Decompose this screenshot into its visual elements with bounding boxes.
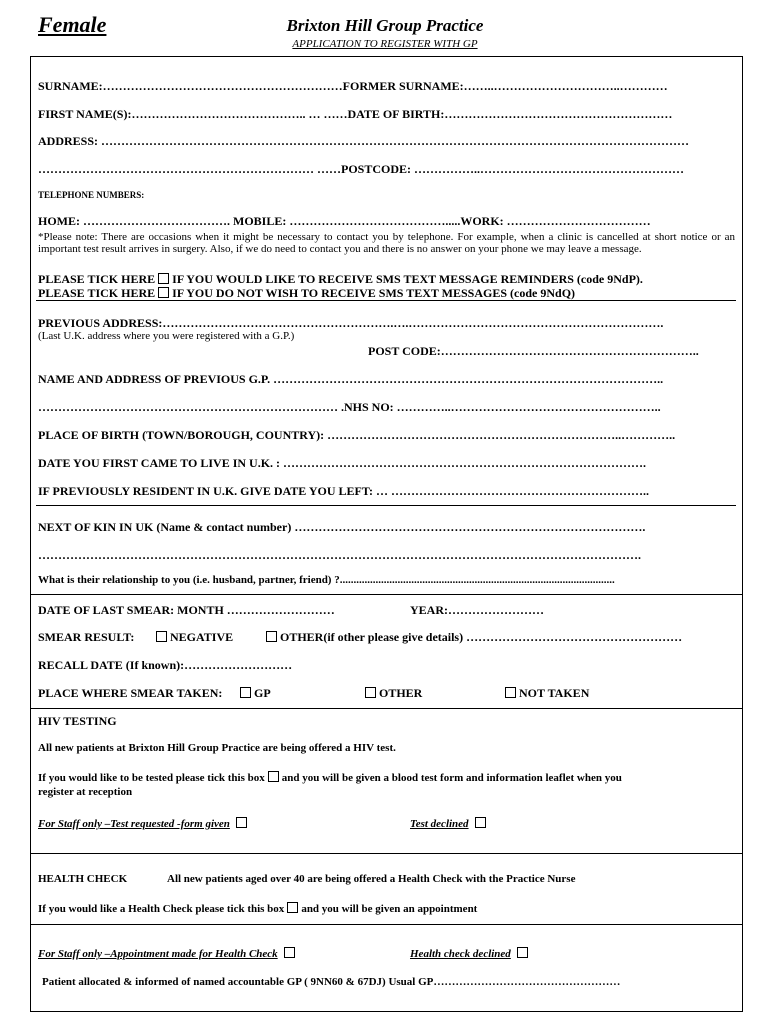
smear-other-label: OTHER(if other please give details) ……………………………………………… [280,630,683,644]
health-declined-checkbox[interactable] [517,947,528,958]
hiv-tick-text-a: If you would like to be tested please tick this box [38,772,265,784]
last-smear-month-field[interactable]: DATE OF LAST SMEAR: MONTH ……………………… [38,603,335,617]
sms-no-checkbox[interactable] [158,287,169,298]
smear-other-option [263,630,682,645]
left-uk-field[interactable]: IF PREVIOUSLY RESIDENT IN U.K. GIVE DATE YOU LEFT: … ……………………………………………………….. [38,484,649,498]
sms-yes-prefix: PLEASE TICK HERE [38,272,156,286]
hiv-offer: All new patients at Brixton Hill Group Practice are being offered a HIV test. [38,742,396,754]
hiv-tick-text-b: and you will be given a blood test form and information leaflet when you [281,772,622,784]
health-tick-text-a: If you would like a Health Check please tick this box [38,903,285,915]
form-subtitle: APPLICATION TO REGISTER WITH GP [292,38,478,50]
divider [30,924,743,925]
divider [30,708,743,709]
divider [36,505,736,506]
divider [30,853,743,854]
smear-place-other-label: OTHER [379,686,423,700]
first-came-uk-field[interactable]: DATE YOU FIRST CAME TO LIVE IN U.K. : ………………………………………………………………………………. [38,456,647,470]
usual-gp-field[interactable]: Patient allocated & informed of named accountable GP ( 9NN60 & 67DJ) Usual GP…………………………………………… [42,976,621,988]
sms-yes-text: IF YOU WOULD LIKE TO RECEIVE SMS TEXT MESSAGE REMINDERS (code 9NdP). [172,272,643,286]
hiv-tick-row [38,771,622,784]
sms-yes-row [38,272,643,287]
smear-result-label: SMEAR RESULT: [38,630,135,644]
smear-place-other [362,686,422,701]
health-staff-label: For Staff only –Appointment made for Health Check [38,948,278,960]
smear-negative-option [153,630,233,645]
hiv-declined-row [410,817,489,830]
last-smear-year-field[interactable]: YEAR:…………………… [410,603,544,617]
gender-heading: Female [38,12,107,37]
next-of-kin-field[interactable]: NEXT OF KIN IN UK (Name & contact number) ……………………………………………………………………………. [38,520,646,534]
smear-other-checkbox[interactable] [266,631,277,642]
hiv-form-given-checkbox[interactable] [236,817,247,828]
smear-place-gp [237,686,271,701]
smear-place-label: PLACE WHERE SMEAR TAKEN: [38,686,223,700]
smear-not-taken-checkbox[interactable] [505,687,516,698]
previous-gp-field[interactable]: NAME AND ADDRESS OF PREVIOUS G.P. …………………………………………………………………………………….. [38,372,664,386]
health-appointment-checkbox[interactable] [284,947,295,958]
smear-place-other-checkbox[interactable] [365,687,376,698]
next-of-kin-line2[interactable]: ……………………………………………………………………………………………………………………………………. [38,548,641,562]
health-tick-row [38,902,477,915]
sms-no-text: IF YOU DO NOT WISH TO RECEIVE SMS TEXT MESSAGES (code 9NdQ) [172,286,576,300]
hiv-test-checkbox[interactable] [268,771,279,782]
address-field[interactable]: ADDRESS: ………………………………………………………………………………………………………………………………… [38,134,690,148]
previous-address-hint: (Last U.K. address where you were registered with a G.P.) [38,330,295,342]
hiv-staff-row [38,817,250,830]
previous-postcode-field[interactable]: POST CODE:……………………………………………………….. [368,344,699,358]
smear-negative-checkbox[interactable] [156,631,167,642]
health-tick-text-b: and you will be given an appointment [301,903,478,915]
health-check-offer: All new patients aged over 40 are being offered a Health Check with the Practice Nurse [167,873,576,885]
telephone-note: *Please note: There are occasions when it might be necessary to contact you by telephone. For example, when a clinic is cancelled at short notice or an important test result arrives in surgery. Also, if we do need to contact you and there is no answer on your phone we may leave a message. [38,231,735,255]
hiv-title: HIV TESTING [38,714,117,728]
hiv-declined-checkbox[interactable] [475,817,486,828]
telephone-label: TELEPHONE NUMBERS: [38,190,145,200]
health-staff-row [38,947,298,960]
recall-date-field[interactable]: RECALL DATE (If known):……………………… [38,658,293,672]
smear-not-taken [502,686,589,701]
first-names-field[interactable]: FIRST NAME(S):…………………………………….. … ……DATE OF BIRTH:………………………………………………… [38,107,673,121]
surname-field[interactable]: SURNAME:……………………………………………………FORMER SURNAME:……..…………………………..………… [38,79,668,93]
health-declined-label: Health check declined [410,948,511,960]
practice-name: Brixton Hill Group Practice [286,16,484,35]
health-check-checkbox[interactable] [287,902,298,913]
hiv-declined-label: Test declined [410,818,469,830]
smear-negative-label: NEGATIVE [170,630,234,644]
phone-fields[interactable]: HOME: ………………………………. MOBILE: ………………………………….....WORK: ……………………………… [38,214,651,228]
sms-yes-checkbox[interactable] [158,273,169,284]
sms-no-prefix: PLEASE TICK HERE [38,286,156,300]
smear-not-taken-label: NOT TAKEN [519,686,590,700]
divider [36,300,736,301]
kin-relationship-field[interactable]: What is their relationship to you (i.e. husband, partner, friend) ?.................................................................................................... [38,574,615,586]
smear-gp-checkbox[interactable] [240,687,251,698]
place-of-birth-field[interactable]: PLACE OF BIRTH (TOWN/BOROUGH, COUNTRY): ………………………………………………………………..………….. [38,428,676,442]
divider [30,594,743,595]
sms-no-row [38,286,575,301]
hiv-staff-label: For Staff only –Test requested -form given [38,818,230,830]
smear-gp-label: GP [254,686,271,700]
hiv-tick-text-c: register at reception [38,786,133,798]
health-check-title: HEALTH CHECK [38,873,128,885]
health-declined-row [410,947,531,960]
postcode-field[interactable]: …………………………………………………………… ……POSTCODE: ……………..…………………………………………… [38,162,685,176]
previous-address-field[interactable]: PREVIOUS ADDRESS:………………………………………………….….………………………………………………………. [38,316,664,330]
nhs-number-field[interactable]: ………………………………………………………………… .NHS NO: …………..…………………………………………….. [38,400,661,414]
